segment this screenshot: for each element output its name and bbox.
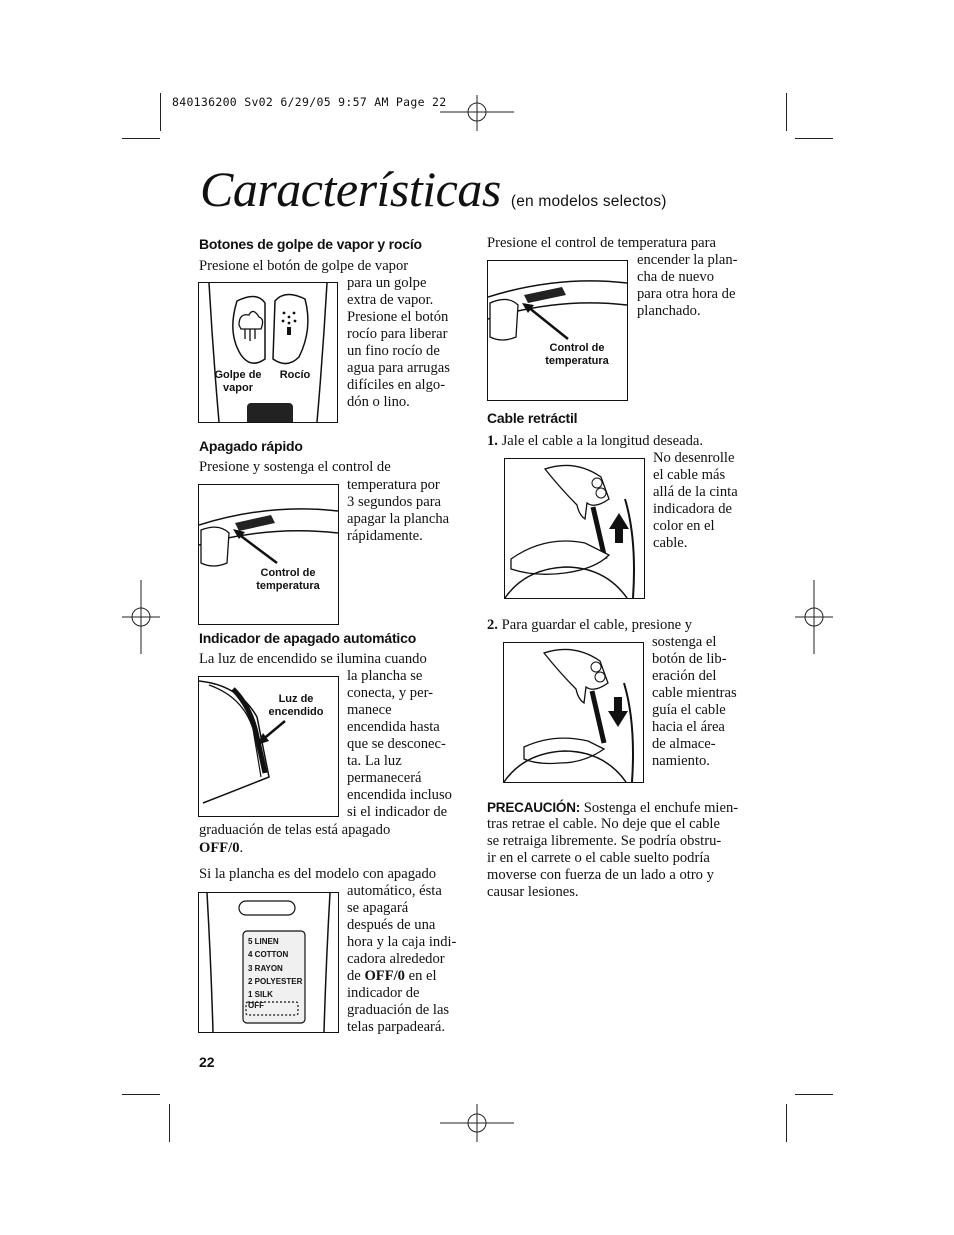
iron-top-illustration-2 (488, 261, 627, 400)
step2-number: 2. (487, 617, 498, 633)
step2-line: cable mientras (652, 685, 737, 701)
section-heading-auto-off-indicator: Indicador de apagado automático (199, 630, 417, 646)
step1-first-line (487, 433, 703, 450)
sec2-line: temperatura por (347, 477, 440, 493)
sec3-off-line (199, 840, 243, 857)
iron-top-illustration (199, 485, 338, 624)
sec4-line: automático, ésta (347, 883, 442, 899)
step2-line: hacia el área (652, 719, 725, 735)
sec1-line: Presione el botón (347, 309, 449, 325)
sec4-line: graduación de las (347, 1002, 450, 1018)
step1-line: allá de la cinta (653, 484, 738, 500)
right1-line: encender la plan- (637, 252, 738, 268)
hands-storing-cord-illustration (504, 643, 643, 782)
sec4-line: hora y la caja indi- (347, 934, 457, 950)
sec1-line: para un golpe (347, 275, 427, 291)
fabric-setting: 3 RAYON (248, 963, 283, 973)
step2-line: de almace- (652, 736, 716, 752)
caution-line: moverse con fuerza de un lado a otro y (487, 867, 714, 883)
section-heading-steam-spray: Botones de golpe de vapor y rocío (199, 236, 422, 252)
sec1-line: agua para arrugas (347, 360, 450, 376)
sec3-line: graduación de telas está apagado (199, 822, 391, 838)
sec4-line: Si la plancha es del modelo con apagado (199, 866, 437, 882)
sec1-line: difíciles en algo- (347, 377, 446, 393)
caution-line: ir en el carrete o el cable suelto podría (487, 850, 710, 866)
sec3-line: manece (347, 702, 392, 718)
sec3-line: La luz de encendido se ilumina cuando (199, 651, 427, 667)
step1-number: 1. (487, 433, 498, 449)
sec3-line: la plancha se (347, 668, 423, 684)
sec1-line: un fino rocío de (347, 343, 440, 359)
off-label: OFF/0 (199, 840, 240, 856)
sec1-line: Presione el botón de golpe de vapor (199, 258, 409, 274)
figure-power-light (198, 676, 339, 817)
step2-line: botón de lib- (652, 651, 727, 667)
page-title (200, 160, 667, 231)
label-temperature-control-2 (532, 342, 622, 368)
right1-line: para otra hora de (637, 286, 736, 302)
sec4-line: indicador de (347, 985, 420, 1001)
step1-line: No desenrolle (653, 450, 735, 466)
figure-temperature-control-off (198, 484, 339, 625)
caution-line: causar lesiones. (487, 884, 579, 900)
step2-line: sostenga el (652, 634, 717, 650)
off-period: . (239, 840, 244, 856)
fabric-setting: 1 SILK (248, 990, 273, 1000)
fabric-setting-list (248, 935, 302, 1010)
sec4-off-line (347, 968, 437, 985)
label-temperature-control-text: Control de temperatura (256, 567, 320, 592)
label-spray: Rocío (279, 369, 311, 381)
step1-line: color en el (653, 518, 715, 534)
arrow-down-icon (608, 697, 628, 727)
sec1-line: rocío para liberar (347, 326, 448, 342)
label-temperature-control-2-text: Control de temperatura (545, 342, 609, 367)
step1-line: el cable más (653, 467, 726, 483)
sec4-line: telas parpadeará. (347, 1019, 446, 1035)
label-power-light (261, 693, 331, 719)
right1-line: cha de nuevo (637, 269, 714, 285)
sec3-line: ta. La luz (347, 753, 402, 769)
label-steam-burst-text: Golpe de vapor (214, 369, 262, 394)
step1-line: indicadora de (653, 501, 733, 517)
sec3-line: permanecerá (347, 770, 422, 786)
caution-text: Sostenga el enchufe mien- (580, 800, 739, 816)
sec3-line: si el indicador de (347, 804, 448, 820)
step2-line: eración del (652, 668, 717, 684)
caution-line: se retraiga libremente. Se podría obstru- (487, 833, 722, 849)
sec4-tail: en el (404, 968, 437, 984)
fabric-setting: 4 COTTON (248, 950, 289, 960)
sec4-line: después de una (347, 917, 436, 933)
sec2-line: Presione y sostenga el control de (199, 459, 391, 475)
label-steam-burst (213, 369, 263, 395)
figure-temperature-control-on (487, 260, 628, 401)
off-label: OFF/0 (364, 968, 405, 984)
fabric-setting-off: OFF (248, 1001, 264, 1011)
sec2-line: 3 segundos para (347, 494, 442, 510)
caution-label: PRECAUCIÓN: (487, 800, 581, 815)
step2-line: namiento. (652, 753, 710, 769)
right1-line: Presione el control de temperatura para (487, 235, 716, 251)
step2-line: guía el cable (652, 702, 726, 718)
sec4-line: se apagará (347, 900, 409, 916)
sec3-line: encendida incluso (347, 787, 452, 803)
caution-first-line (487, 799, 738, 817)
step1-text: Jale el cable a la longitud deseada. (501, 433, 703, 449)
caution-line: tras retrae el cable. No deje que el cable (487, 816, 720, 832)
step1-line: cable. (653, 535, 688, 551)
sec4-de: de (347, 968, 365, 984)
hands-pulling-cord-illustration (505, 459, 644, 598)
section-heading-quick-off: Apagado rápido (199, 438, 303, 454)
title-subtitle: (en modelos selectos) (510, 193, 667, 210)
sec1-line: extra de vapor. (347, 292, 434, 308)
fabric-setting: 2 POLYESTER (248, 976, 303, 986)
sec3-line: encendida hasta (347, 719, 440, 735)
iron-handle-buttons-illustration (199, 283, 337, 422)
label-temperature-control (243, 567, 333, 593)
title-text: Características (200, 161, 501, 217)
sec2-line: rápidamente. (347, 528, 423, 544)
page-number: 22 (199, 1054, 215, 1070)
figure-pull-cord (504, 458, 645, 599)
step2-first-line (487, 617, 692, 634)
step2-text: Para guardar el cable, presione y (501, 617, 693, 633)
figure-fabric-dial (198, 892, 339, 1033)
section-heading-retractable-cord: Cable retráctil (487, 410, 578, 426)
figure-steam-spray-buttons (198, 282, 338, 423)
sec4-line: cadora alrededor (347, 951, 445, 967)
arrow-up-icon (609, 513, 629, 543)
sec1-line: dón o lino. (347, 394, 410, 410)
label-power-light-text: Luz de encendido (268, 693, 324, 718)
sec3-line: conecta, y per- (347, 685, 434, 701)
sec2-line: apagar la plancha (347, 511, 450, 527)
sec3-line: que se desconec- (347, 736, 446, 752)
figure-store-cord (503, 642, 644, 783)
right1-line: planchado. (637, 303, 701, 319)
print-slug: 840136200 Sv02 6/29/05 9:57 AM Page 22 (172, 95, 447, 109)
fabric-setting: 5 LINEN (248, 937, 279, 946)
